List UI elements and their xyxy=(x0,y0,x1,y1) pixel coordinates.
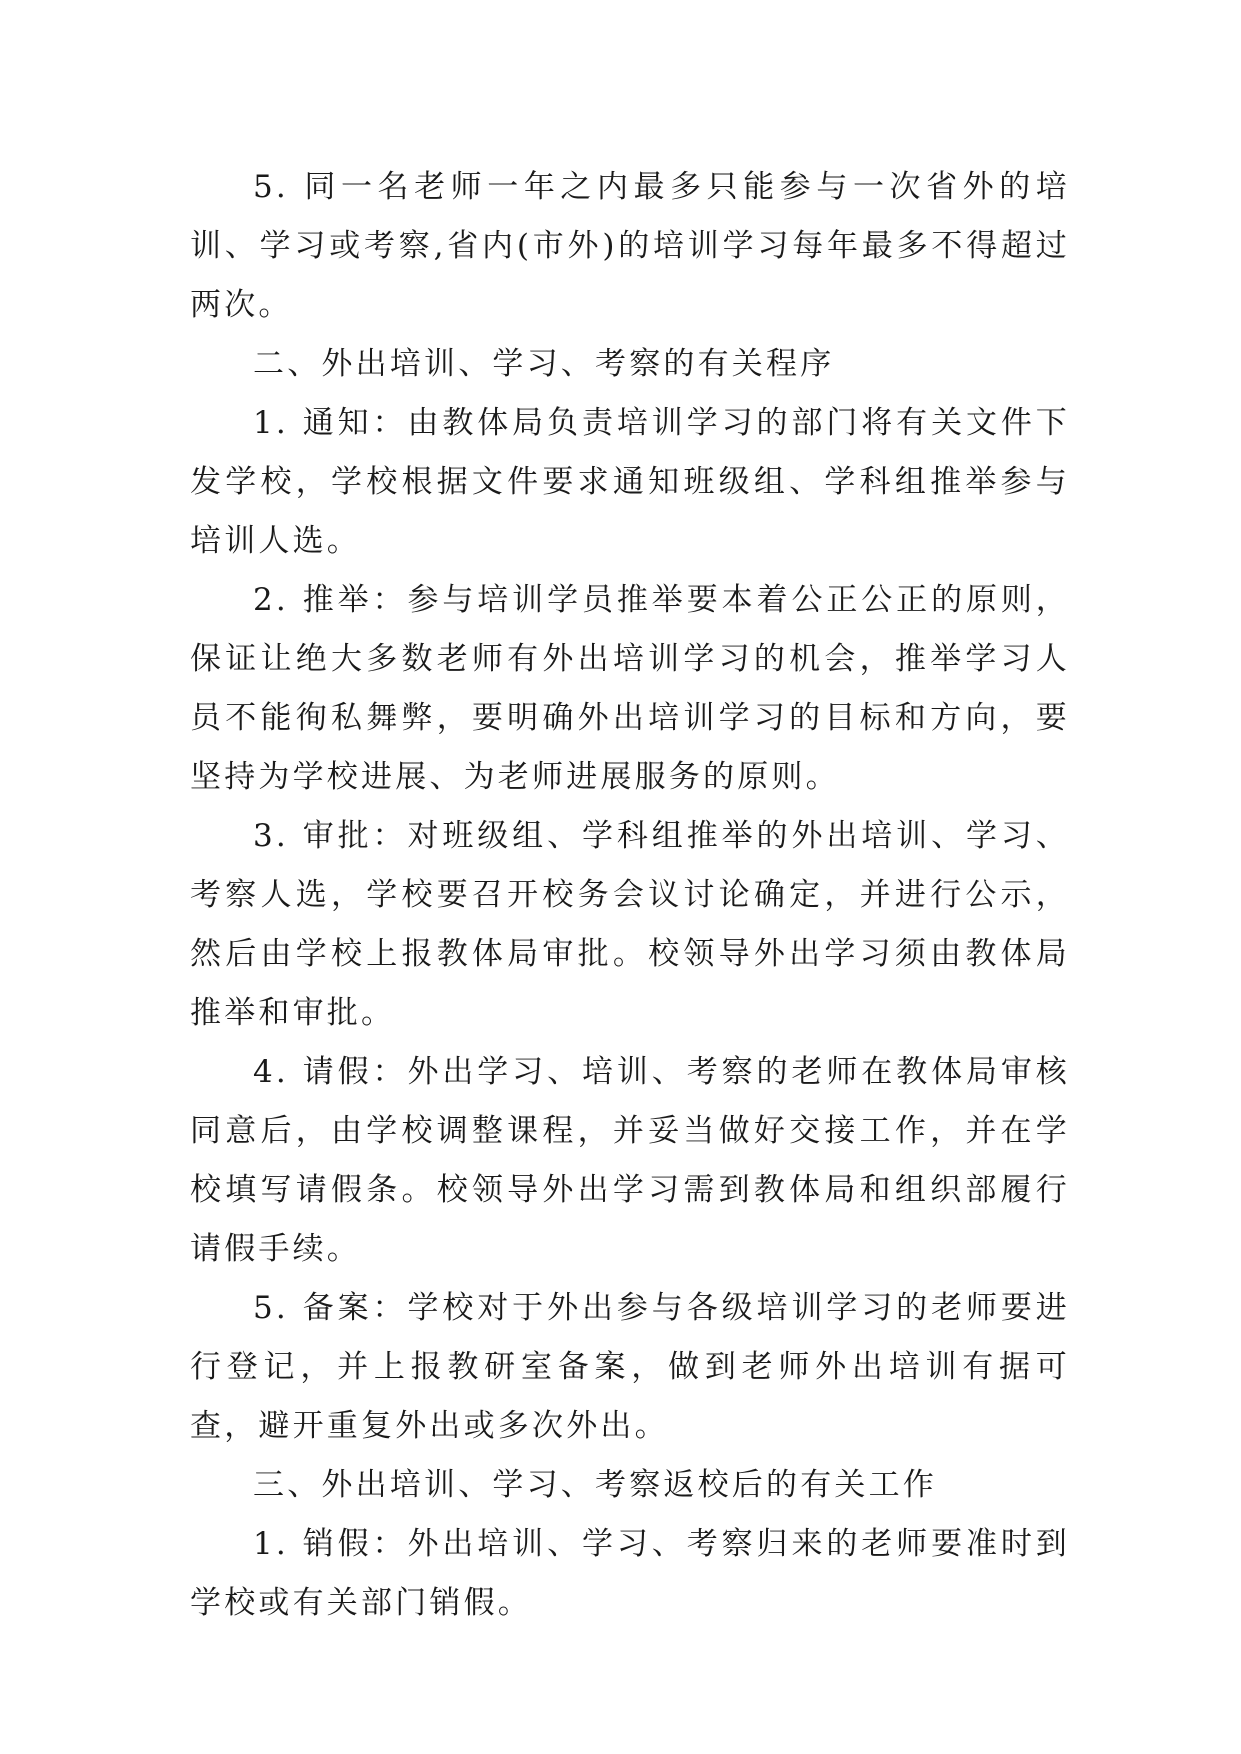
section-heading-2: 二、外出培训、学习、考察的有关程序 xyxy=(253,346,835,382)
paragraph-filing: 5. 备案：学校对于外出参与各级培训学习的老师要进行登记，并上报教研室备案，做到老师外出培训有据可查，避开重复外出或多次外出。 xyxy=(190,1290,1070,1444)
paragraph-approval: 3. 审批：对班级组、学科组推举的外出培训、学习、考察人选，学校要召开校务会议讨论确定，并进行公示，然后由学校上报教体局审批。校领导外出学习须由教体局推举和审批。 xyxy=(190,818,1070,1031)
section-heading-3: 三、外出培训、学习、考察返校后的有关工作 xyxy=(253,1467,937,1503)
paragraph-leave-request: 4. 请假：外出学习、培训、考察的老师在教体局审核同意后，由学校调整课程，并妥当做好交接工作，并在学校填写请假条。校领导外出学习需到教体局和组织部履行请假手续。 xyxy=(190,1054,1070,1267)
document-body xyxy=(190,158,1070,1633)
paragraph-leave-cancellation: 1. 销假：外出培训、学习、考察归来的老师要准时到学校或有关部门销假。 xyxy=(190,1526,1070,1621)
paragraph-rule-5: 5. 同一名老师一年之内最多只能参与一次省外的培训、学习或考察,省内(市外)的培训学习每年最多不得超过两次。 xyxy=(190,169,1070,323)
paragraph-notice: 1. 通知：由教体局负责培训学习的部门将有关文件下发学校，学校根据文件要求通知班级组、学科组推举参与培训人选。 xyxy=(190,405,1070,559)
paragraph-recommendation: 2. 推举：参与培训学员推举要本着公正公正的原则，保证让绝大多数老师有外出培训学习的机会，推举学习人员不能徇私舞弊，要明确外出培训学习的目标和方向，要坚持为学校进展、为老师进展服务的原则。 xyxy=(190,582,1070,795)
